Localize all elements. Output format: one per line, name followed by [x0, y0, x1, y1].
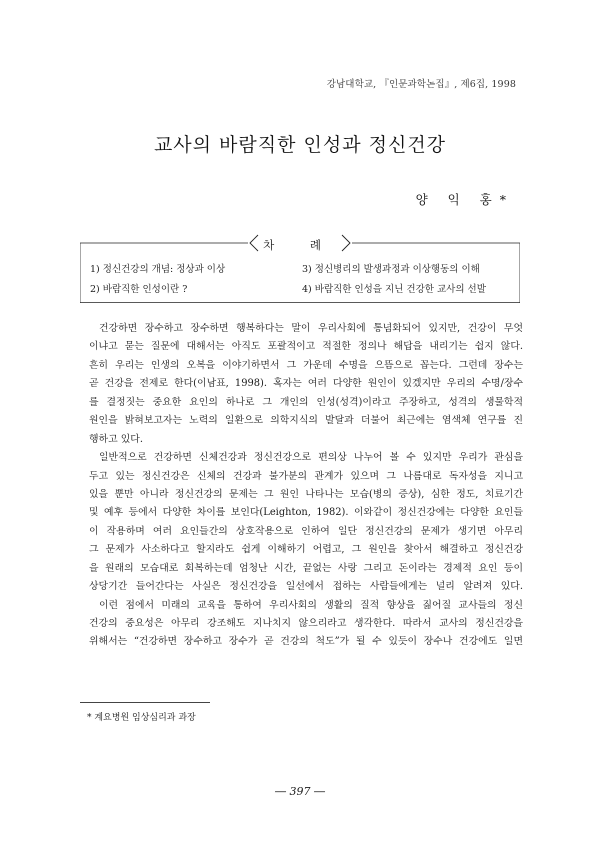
body-line: 이런 점에서 미래의 교육을 통하여 우리사회의 생활의 질적 향상을 짊어질 교사들의 정신	[99, 599, 523, 611]
journal-header: 강남대학교, 『인문과학논집』, 제6집, 1998	[326, 79, 516, 90]
toc-item: 3) 정신병리의 발생과정과 이상행동의 이해	[302, 264, 480, 275]
body-line: 를 결정짓는 중요한 요인의 하나로 그 개인의 인성(성격)이라고 주장하고, 성격의 생물학적	[89, 396, 523, 408]
body-line: 건강하면 장수하고 장수하면 행복하다는 말이 우리사회에 통념화되어 있지만, 건강이 무엇	[99, 323, 523, 334]
body-line: 있을 뿐만 아니라 정신건강의 문제는 그 원인 나타나는 모습(병의 증상), 심한 정도, 치료기간	[89, 488, 523, 500]
table-of-contents	[80, 233, 520, 303]
body-line: 이냐고 묻는 질문에 대해서는 아직도 포괄적이고 적절한 정의나 해답을 내리기는 쉽지 않다.	[89, 341, 523, 353]
body-line: 두고 있는 정신건강은 신체의 건강과 불가분의 관계가 있으며 그 나름대로 독자성을 지니고	[89, 470, 523, 482]
article-body	[89, 320, 523, 652]
body-line: 흔히 우리는 인생의 오복을 이야기하면서 그 가운데 수명을 으뜸으로 꼽는다. 그런데 장수는	[89, 359, 523, 371]
body-line: 곧 건강을 전제로 한다(이남표, 1998). 혹자는 여러 다양한 원인이 있겠지만 우리의 수명/장수	[89, 378, 523, 390]
body-line: 원인을 밝혀보고자는 노력의 일환으로 의학지식의 발달과 더불어 최근에는 염색체 연구를 진	[89, 415, 523, 427]
page-number: ― 397 ―	[275, 785, 325, 798]
article-title: 교사의 바람직한 인성과 정신건강	[153, 134, 447, 156]
body-line: 일반적으로 건강하면 신체건강과 정신건강으로 편의상 나누어 볼 수 있지만 우리가 관심을	[99, 452, 523, 464]
footnote-divider	[80, 702, 210, 703]
toc-item: 1) 정신건강의 개념: 정상과 이상	[90, 264, 226, 275]
toc-heading: 차 례	[263, 238, 337, 252]
article-author: 양 익 홍*	[415, 192, 514, 207]
body-line: 건강의 중요성은 아무리 강조해도 지나치지 않으리라고 생각한다. 따라서 교사의 정신건강을	[89, 618, 523, 629]
body-line: 위해서는 “건강하면 장수하고 장수가 곧 건강의 척도”가 될 수 있듯이 장수나 건강에도 일면	[89, 636, 523, 648]
footnote: * 계요병원 임상심리과 과장	[87, 713, 196, 723]
toc-item: 4) 바람직한 인성을 지닌 건강한 교사의 선발	[302, 284, 486, 295]
body-line: 상당기간 들어간다는 사실은 정신건강을 일선에서 접하는 사람들에게는 널리 알려져 있다.	[89, 581, 523, 593]
body-line: 을 원래의 모습대로 회복하는데 엄청난 시간, 끝없는 사랑 그리고 돈이라는 경제적 요인 등이	[89, 562, 523, 574]
toc-item: 2) 바람직한 인성이란 ?	[90, 284, 188, 295]
body-line: 이 작용하며 여러 요인들간의 상호작용으로 인하여 일단 정신건강의 문제가 생기면 아무리	[89, 525, 523, 537]
body-line: 그 문제가 사소하다고 할지라도 쉽게 이해하기 어렵고, 그 원인을 찾아서 해결하고 정신건강	[89, 544, 523, 556]
body-line: 및 예후 등에서 다양한 차이를 보인다(Leighton, 1982). 이와같이 정신건강에는 다양한 요인들	[89, 507, 523, 519]
body-line: 행하고 있다.	[89, 433, 143, 445]
